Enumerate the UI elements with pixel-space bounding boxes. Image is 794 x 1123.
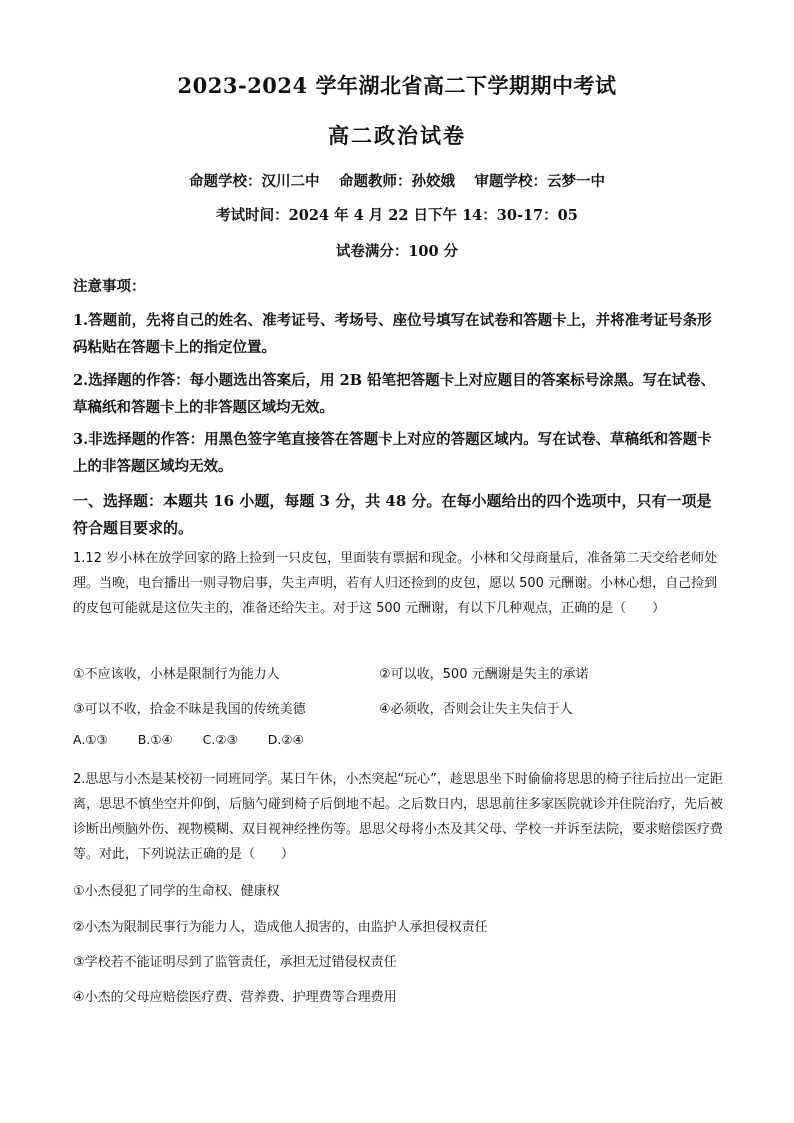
question-2-option-1: ①小杰侵犯了同学的生命权、健康权 [73, 884, 280, 899]
notice-item-2: 2.选择题的作答：每小题选出答案后，用 2B 铅笔把答题卡上对应题目的答案标号涂黑。写在试卷、草稿纸和答题卡上的非答题区域均无效。 [73, 372, 716, 416]
choice-a: A.①③ [73, 732, 108, 747]
question-1-options-row-1 [73, 662, 725, 687]
choice-b: B.①④ [137, 732, 173, 747]
question-1-option-1: ①不应该收，小林是限制行为能力人 [73, 667, 280, 682]
exam-score: 试卷满分：100 分 [335, 243, 459, 260]
choice-d: D.②④ [267, 732, 304, 747]
question-1-stem: 1.12 岁小林在放学回家的路上捡到一只皮包，里面装有票据和现金。小林和父母商量后，准备第二天交给老师处理。当晚，电台播出一则寻物启事，失主声明，若有人归还捡到的皮包，愿以 500 元酬谢。小林心想，自己捡到的皮包可能就是这位失主的，准备还给失主。对于这 500 元酬谢，有以下几种观点，正确的是（ ） [73, 551, 718, 616]
question-1-options-row-2 [73, 697, 725, 722]
question-2-stem: 2.思思与小杰是某校初一同班同学。某日午休，小杰突起“玩心”，趁思思坐下时偷偷将思思的椅子往后拉出一定距离，思思不慎坐空并仰倒，后脑勺碰到椅子后倒地不起。之后数日内，思思前往多家医院就诊并住院治疗，先后被诊断出颅脑外伤、视物模糊、双目视神经挫伤等。思思父母将小杰及其父母、学校一并诉至法院，要求赔偿医疗费等。对此，下列说法正确的是（ ） [73, 772, 724, 862]
notice-title: 注意事项： [73, 278, 146, 295]
question-1-option-2: ②可以收，500 元酬谢是失主的承诺 [379, 667, 589, 682]
exam-time: 考试时间：2024 年 4 月 22 日下午 14：30-17：05 [216, 207, 578, 224]
choice-c: C.②③ [202, 732, 238, 747]
question-2-option-3: ③学校若不能证明尽到了监管责任，承担无过错侵权责任 [73, 955, 397, 970]
question-1-option-4: ④必须收，否则会让失主失信于人 [379, 702, 573, 717]
notice-item-1: 1.答题前，先将自己的姓名、准考证号、考场号、座位号填写在试卷和答题卡上，并将准考证号条形码粘贴在答题卡上的指定位置。 [73, 312, 712, 356]
notice-item-3: 3.非选择题的作答：用黑色签字笔直接答在答题卡上对应的答题区域内。写在试卷、草稿纸和答题卡上的非答题区域均无效。 [73, 431, 712, 475]
exam-subtitle: 高二政治试卷 [328, 123, 466, 148]
question-2-option-2: ②小杰为限制民事行为能力人，造成他人损害的，由监护人承担侵权责任 [73, 920, 488, 935]
exam-title: 2023-2024 学年湖北省高二下学期期中考试 [177, 73, 617, 98]
question-1-choices [73, 732, 725, 747]
question-2-option-4: ④小杰的父母应赔偿医疗费、营养费、护理费等合理费用 [73, 990, 397, 1005]
exam-makers: 命题学校：汉川二中 命题教师：孙姣娥 审题学校：云梦一中 [188, 173, 606, 190]
question-1-option-3: ③可以不收，拾金不昧是我国的传统美德 [73, 702, 306, 717]
section-heading: 一、选择题：本题共 16 小题，每题 3 分，共 48 分。在每小题给出的四个选项中，只有一项是符合题目要求的。 [73, 492, 712, 537]
